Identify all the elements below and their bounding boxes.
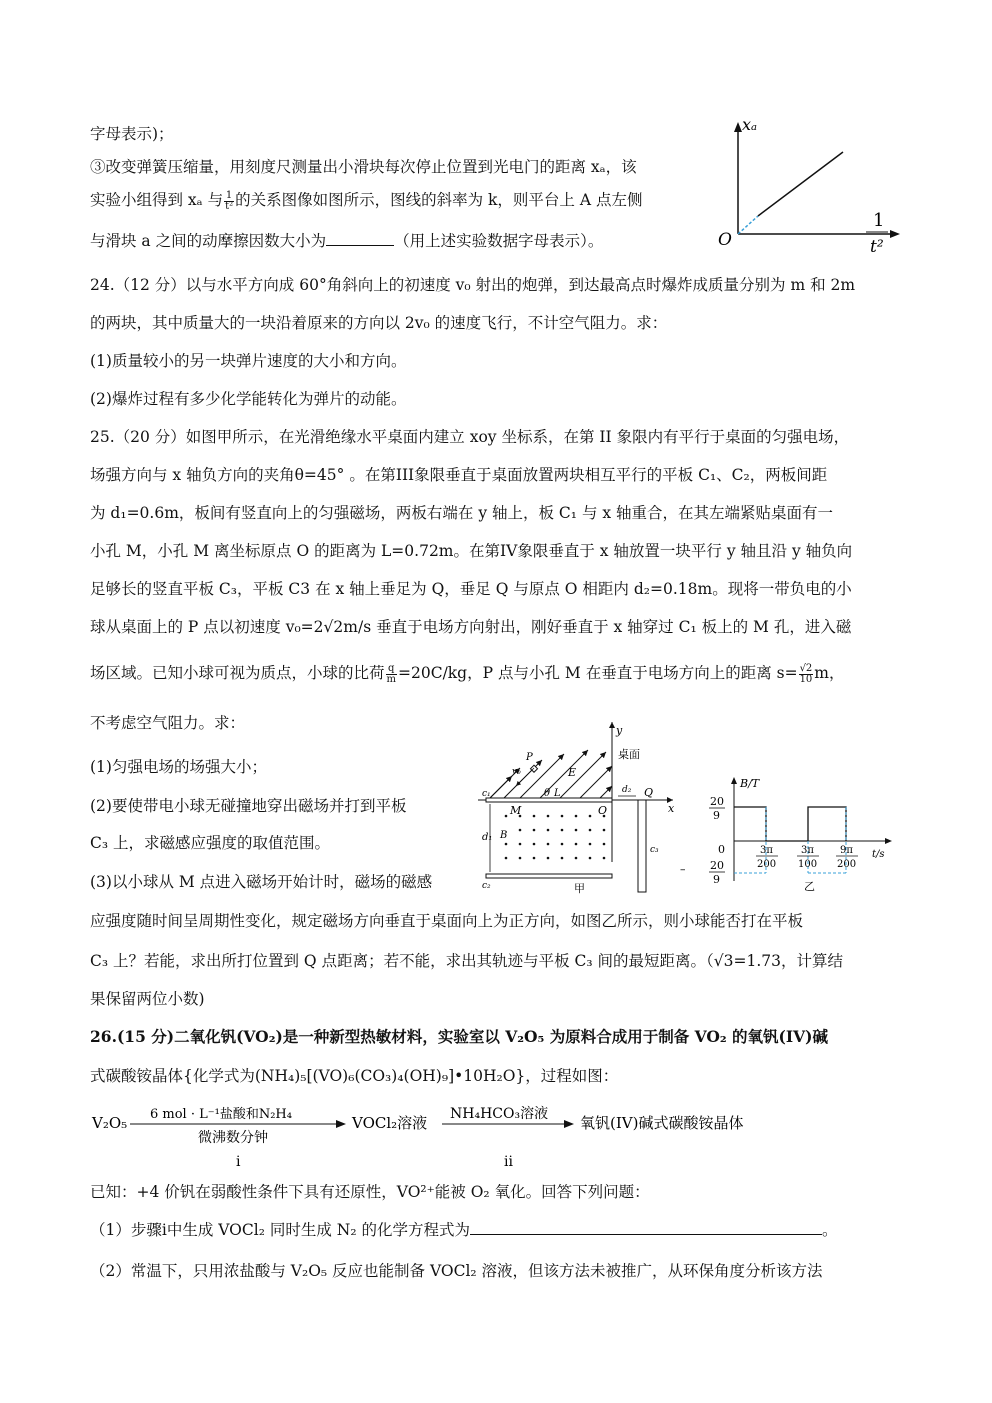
flow-arrow-1-head-icon — [336, 1120, 346, 1128]
label-theta: θ — [544, 788, 551, 799]
q25-line-12: (3)以小球从 M 点进入磁场开始计时，磁场的磁感 — [90, 873, 433, 891]
q26-part-2: （2）常温下，只用浓盐酸与 V₂O₅ 反应也能制备 VOCl₂ 溶液，但该方法未被推广，从环保角度分析该方法 — [90, 1262, 823, 1280]
t-axis-arrow-icon — [885, 838, 892, 844]
q26-line-1: 26.(15 分)二氧化钒(VO₂)是一种新型热敏材料，实验室以 V₂O₅ 为原料合成用于制备 VO₂ 的氧钒(IV)碱 — [90, 1027, 828, 1046]
label-o: O — [598, 804, 608, 817]
magnetic-field-dots — [505, 815, 606, 860]
label-pos-num: 20 — [710, 795, 724, 808]
label-v0: v₀ — [512, 767, 521, 777]
q25-line-13: 应强度随时间呈周期性变化，规定磁场方向垂直于桌面向上为正方向，如图乙所示，则小球能否打在平板 — [90, 912, 804, 930]
label-neg-den: 9 — [713, 873, 720, 886]
q25-line-7c: m， — [814, 664, 845, 682]
flow-arrow-2-top: NH₄HCO₃溶液 — [450, 1106, 549, 1122]
q25-line-2: 场强方向与 x 轴负方向的夹角θ=45° 。在第III象限垂直于桌面放置两块相互平行的平板 C₁、C₂，两板间距 — [90, 466, 828, 484]
label-b-axis: B/T — [740, 777, 760, 790]
fraction-numerator: √2 — [799, 662, 813, 674]
q23-line-4a: 与滑块 a 之间的动摩擦因数大小为 — [90, 232, 327, 250]
fraction-numerator: 1 — [225, 189, 233, 201]
caption-jia: 甲 — [574, 882, 585, 895]
q23-inline-fraction — [224, 191, 234, 212]
waveform-dashed-guides — [734, 807, 846, 873]
fraction-denominator: t² — [225, 200, 234, 212]
label-t3-den: 200 — [837, 859, 857, 870]
label-pos-den: 9 — [713, 809, 720, 822]
q25-line-7a: 场区域。已知小球可视为质点，小球的比荷 — [90, 664, 385, 682]
label-c2: c₂ — [482, 881, 491, 891]
b-waveform — [734, 807, 846, 841]
label-t-axis: t/s — [872, 849, 885, 860]
q25-line-8: 不考虑空气阻力。求： — [90, 714, 246, 732]
label-c3: c₃ — [650, 845, 659, 855]
flow-step-1: i — [236, 1154, 241, 1170]
label-neg-num: 20 — [710, 859, 724, 872]
q25-line-15: 果保留两位小数) — [90, 990, 205, 1008]
q25-line-1: 25.（20 分）如图甲所示，在光滑绝缘水平桌面内建立 xoy 坐标系，在第 II 象限内有平行于桌面的匀强电场， — [90, 428, 850, 446]
q25-line-4: 小孔 M，小孔 M 离坐标原点 O 的距离为 L=0.72m。在第IV象限垂直于 x 轴放置一块平行 y 轴且沿 y 轴负向 — [90, 542, 853, 560]
q23-line-3 — [90, 190, 642, 212]
q25-line-7 — [90, 663, 845, 685]
label-t3-num: 9π — [840, 845, 853, 856]
graph-x-label-num: 1 — [873, 210, 885, 231]
charge-mass-fraction — [386, 664, 397, 685]
q23-line-4b: （用上述实验数据字母表示）。 — [394, 232, 604, 250]
label-p: P — [526, 752, 533, 763]
q23-line-2: ③改变弹簧压缩量，用刻度尺测量出小滑块每次停止位置到光电门的距离 xₐ，该 — [90, 158, 637, 176]
label-zero: 0 — [718, 843, 725, 856]
fraction-numerator: q — [386, 664, 397, 675]
flow-end: 氧钒(IV)碱式碳酸铵晶体 — [580, 1114, 744, 1132]
q26-line-2: 式碳酸铵晶体{化学式为(NH₄)₅[(VO)₆(CO₃)₄(OH)₉]•10H₂O}，过程如图： — [90, 1067, 619, 1085]
label-x: x — [668, 802, 675, 815]
y-axis-arrow-icon — [734, 122, 742, 132]
flow-arrow-1-bottom: 微沸数分钟 — [198, 1130, 268, 1146]
q24-line-2: 的两块，其中质量大的一块沿着原来的方向以 2v₀ 的速度飞行，不计空气阻力。求： — [90, 314, 668, 332]
answer-blank[interactable] — [326, 231, 394, 246]
q25-line-10: (2)要使带电小球无碰撞地穿出磁场并打到平板 — [90, 797, 407, 815]
equation-answer-blank[interactable] — [470, 1220, 822, 1235]
label-b: B — [500, 830, 508, 841]
label-q: Q — [644, 786, 654, 799]
q25-line-6: 球从桌面上的 P 点以初速度 v₀=2√2m/s 垂直于电场方向射出，刚好垂直于 x 轴穿过 C₁ 板上的 M 孔，进入磁 — [90, 618, 852, 636]
q25-line-5: 足够长的竖直平板 C₃，平板 C3 在 x 轴上垂足为 Q，垂足 Q 与原点 O 相距内 d₂=0.18m。现将一带负电的小 — [90, 580, 852, 598]
fraction-denominator: 10 — [799, 673, 813, 685]
label-c1: c₁ — [482, 789, 491, 799]
q23-line-4 — [90, 231, 603, 251]
flow-arrow-1-top: 6 mol · L⁻¹盐酸和N₂H₄ — [150, 1107, 292, 1122]
q23-line-3a: 实验小组得到 xₐ 与 — [90, 191, 224, 209]
q25-line-14: C₃ 上？若能，求出所打位置到 Q 点距离；若不能，求出其轨迹与平板 C₃ 间的最短距离。（√3=1.73，计算结 — [90, 952, 843, 970]
q25-line-9: (1)匀强电场的场强大小； — [90, 758, 267, 776]
graph-origin: O — [718, 230, 732, 250]
label-t1-num: 3π — [760, 845, 773, 856]
distance-fraction — [799, 664, 814, 685]
graph-y-label: xₐ — [742, 115, 758, 134]
data-line — [758, 152, 843, 216]
label-l: L — [554, 788, 561, 799]
q26-known: 已知：+4 价钒在弱酸性条件下具有还原性，VO²⁺能被 O₂ 氧化。回答下列问题： — [90, 1183, 650, 1201]
q23-graph — [710, 112, 910, 262]
flow-step-2: ii — [504, 1154, 513, 1170]
label-e: E — [568, 766, 577, 779]
label-m: M — [510, 804, 522, 817]
q26-part-1b: 。 — [821, 1221, 838, 1239]
figure-jia — [478, 712, 693, 895]
label-d1: d₁ — [482, 832, 493, 843]
q26-part-1a: （1）步骤i中生成 VOCl₂ 同时生成 N₂ 的化学方程式为 — [90, 1221, 470, 1239]
label-t2-den: 100 — [798, 859, 818, 870]
q25-line-3: 为 d₁=0.6m，板间有竖直向上的匀强磁场，两板右端在 y 轴上，板 C₁ 与 x 轴重合，在其左端紧贴桌面有一 — [90, 504, 834, 522]
q24-line-1: 24.（12 分）以与水平方向成 60°角斜向上的初速度 v₀ 射出的炮弹，到达最高点时爆炸成质量分别为 m 和 2m — [90, 276, 856, 294]
reaction-flowchart — [90, 1098, 810, 1174]
label-desk: 桌面 — [618, 748, 640, 761]
x-axis-arrow-icon — [890, 230, 900, 238]
plate-c3 — [638, 800, 646, 892]
graph-x-label-den: t² — [870, 237, 884, 257]
flow-arrow-2-head-icon — [564, 1120, 574, 1128]
q24-line-4: (2)爆炸过程有多少化学能转化为弹片的动能。 — [90, 390, 407, 408]
q24-line-3: (1)质量较小的另一块弹片速度的大小和方向。 — [90, 352, 407, 370]
q23-line-1: 字母表示)； — [90, 125, 174, 143]
label-t1-den: 200 — [757, 859, 777, 870]
figure-yi — [680, 775, 900, 893]
caption-yi: 乙 — [804, 880, 815, 893]
label-y: y — [616, 724, 623, 737]
q25-line-7b: =20C/kg，P 点与小孔 M 在垂直于电场方向上的距离 s= — [398, 664, 798, 682]
fraction-denominator: m — [386, 673, 396, 685]
q25-line-11: C₃ 上，求磁感应强度的取值范围。 — [90, 834, 331, 852]
flow-start: V₂O₅ — [92, 1114, 128, 1132]
label-d2: d₂ — [622, 785, 632, 795]
flow-mid: VOCl₂溶液 — [352, 1114, 428, 1132]
extrapolated-line — [738, 216, 758, 234]
q23-line-3b: 的关系图像如图所示，图线的斜率为 k，则平台上 A 点左侧 — [235, 191, 643, 209]
b-axis-arrow-icon — [731, 777, 737, 784]
q26-part-1 — [90, 1220, 837, 1240]
dash-mark: – — [680, 863, 686, 876]
plate-c2 — [486, 874, 612, 878]
label-t2-num: 3π — [801, 845, 814, 856]
